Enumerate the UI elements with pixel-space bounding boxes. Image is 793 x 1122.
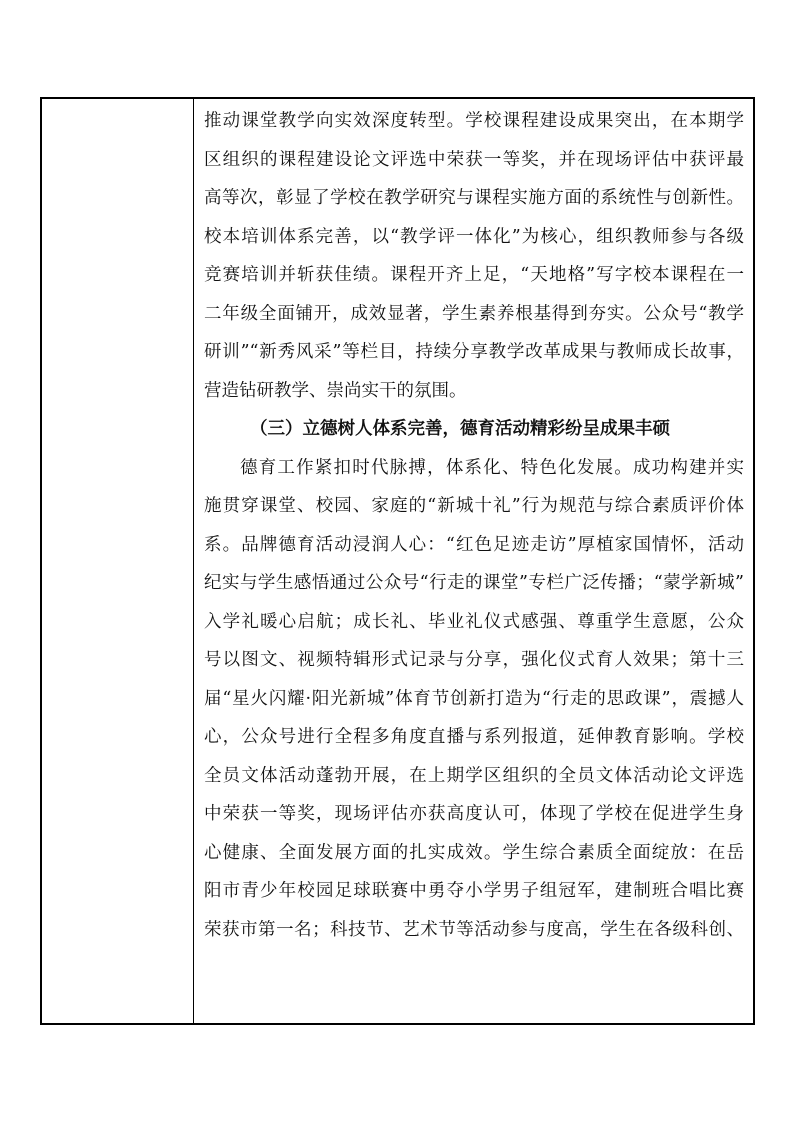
body-text-line: 荣获市第一名；科技节、艺术节等活动参与度高，学生在各级科创、 [204,919,744,940]
body-text-line: 纪实与学生感悟通过公众号“行走的课堂”专栏广泛传播；“蒙学新城” [204,573,744,593]
body-text-line: 施贯穿课堂、校园、家庭的“新城十礼”行为规范与综合素质评价体 [204,496,744,516]
body-text-line: 高等次，彰显了学校在教学研究与课程实施方面的系统性与创新性。 [204,188,744,208]
body-text-line: 研训”“新秀风采”等栏目，持续分享教学改革成果与教师成长故事， [204,342,744,362]
body-text-line: 心健康、全面发展方面的扎实成效。学生综合素质全面绽放：在岳 [204,842,744,863]
body-text-line: 竞赛培训并斩获佳绩。课程开齐上足，“天地格”写字校本课程在一 [204,265,744,285]
section-heading: （三）立德树人体系完善，德育活动精彩纷呈成果丰硕 [250,419,670,439]
body-text-line: 入学礼暖心启航；成长礼、毕业礼仪式感强、尊重学生意愿，公众 [204,611,744,632]
body-text-line: 届“星火闪耀·阳光新城”体育节创新打造为“行走的思政课”，震撼人 [204,688,744,709]
body-text-line: 号以图文、视频特辑形式记录与分享，强化仪式育人效果；第十三 [204,650,744,670]
table-left-cell [42,99,194,1023]
body-text-line: 推动课堂教学向实效深度转型。学校课程建设成果突出，在本期学 [204,111,744,131]
body-text-line: 二年级全面铺开，成效显著，学生素养根基得到夯实。公众号“教学 [204,303,744,324]
body-text-line: 德育工作紧扣时代脉搏，体系化、特色化发展。成功构建并实 [240,457,744,478]
body-text-line: 区组织的课程建设论文评选中荣获一等奖，并在现场评估中获评最 [204,149,744,170]
document-table [40,97,755,1025]
body-text-line: 营造钻研教学、崇尚实干的氛围。 [204,380,467,401]
body-text-line: 阳市青少年校园足球联赛中勇夺小学男子组冠军，建制班合唱比赛 [204,881,744,901]
table-content-cell [194,99,753,1023]
body-text-line: 全员文体活动蓬勃开展，在上期学区组织的全员文体活动论文评选 [204,765,744,786]
body-text-line: 系。品牌德育活动浸润人心：“红色足迹走访”厚植家国情怀，活动 [204,534,744,555]
body-text-line: 校本培训体系完善，以“教学评一体化”为核心，组织教师参与各级 [204,226,744,247]
body-text-line: 心，公众号进行全程多角度直播与系列报道，延伸教育影响。学校 [204,727,744,747]
body-text-line: 中荣获一等奖，现场评估亦获高度认可，体现了学校在促进学生身 [204,804,744,824]
